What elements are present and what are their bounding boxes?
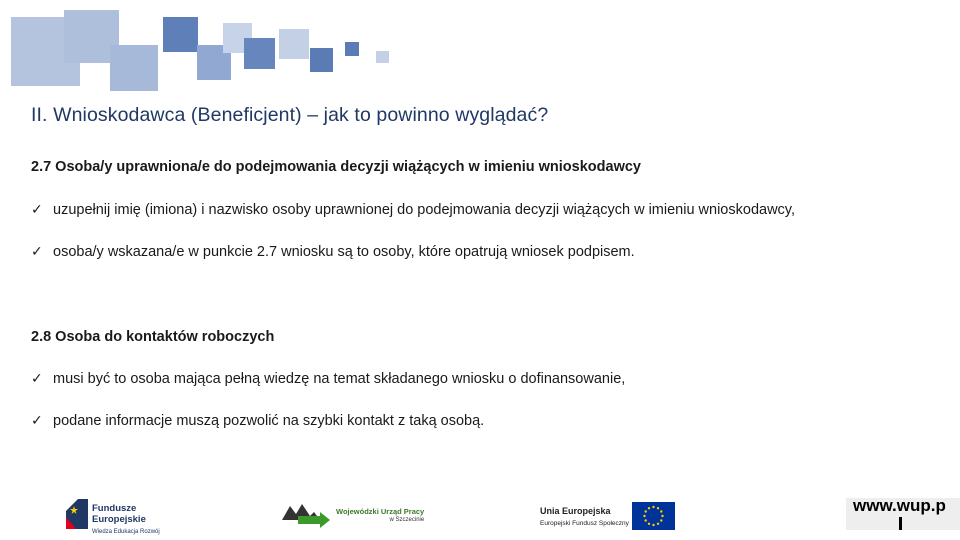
list-item bbox=[31, 371, 625, 387]
list-item bbox=[31, 202, 795, 218]
unia-europejska-text: Unia Europejska Europejski Fundusz Społeczny bbox=[540, 506, 629, 527]
decor-square bbox=[244, 38, 275, 69]
decor-square bbox=[310, 48, 333, 72]
url-overflow-char bbox=[899, 517, 902, 530]
website-url[interactable]: www.wup.p bbox=[853, 496, 946, 515]
fundusze-europejskie-text: Fundusze Europejskie Wiedza Edukacja Rozwój bbox=[92, 503, 160, 535]
checkmark-icon: ✓ bbox=[31, 371, 43, 387]
wup-logo bbox=[280, 500, 332, 528]
list-item-text: musi być to osoba mająca pełną wiedzę na temat składanego wniosku o dofinansowanie, bbox=[53, 371, 626, 387]
checkmark-icon: ✓ bbox=[31, 244, 43, 260]
decor-square bbox=[279, 29, 309, 59]
checkmark-icon: ✓ bbox=[31, 413, 43, 429]
eu-flag-icon bbox=[632, 502, 675, 530]
page-title: II. Wnioskodawca (Beneficjent) – jak to powinno wyglądać? bbox=[31, 104, 549, 126]
decor-square bbox=[376, 51, 389, 63]
decor-square bbox=[163, 17, 198, 52]
decor-square bbox=[110, 45, 158, 91]
fundusze-europejskie-logo bbox=[64, 497, 90, 531]
list-item-text: podane informacje muszą pozwolić na szybki kontakt z taką osobą. bbox=[53, 413, 485, 429]
list-item-text: uzupełnij imię (imiona) i nazwisko osoby uprawnionej do podejmowania decyzji wiążących w imieniu wnioskodawcy, bbox=[53, 202, 795, 218]
list-item-text: osoba/y wskazana/e w punkcie 2.7 wniosku są to osoby, które opatrują wniosek podpisem. bbox=[53, 244, 635, 260]
decor-square bbox=[345, 42, 359, 56]
section-heading-2-7: 2.7 Osoba/y uprawniona/e do podejmowania decyzji wiążących w imieniu wnioskodawcy bbox=[31, 159, 641, 175]
list-item bbox=[31, 413, 484, 429]
list-item bbox=[31, 244, 635, 260]
section-heading-2-8: 2.8 Osoba do kontaktów roboczych bbox=[31, 329, 275, 345]
wup-text: Wojewódzki Urząd Pracy w Szczecinie bbox=[336, 507, 425, 523]
checkmark-icon: ✓ bbox=[31, 202, 43, 218]
